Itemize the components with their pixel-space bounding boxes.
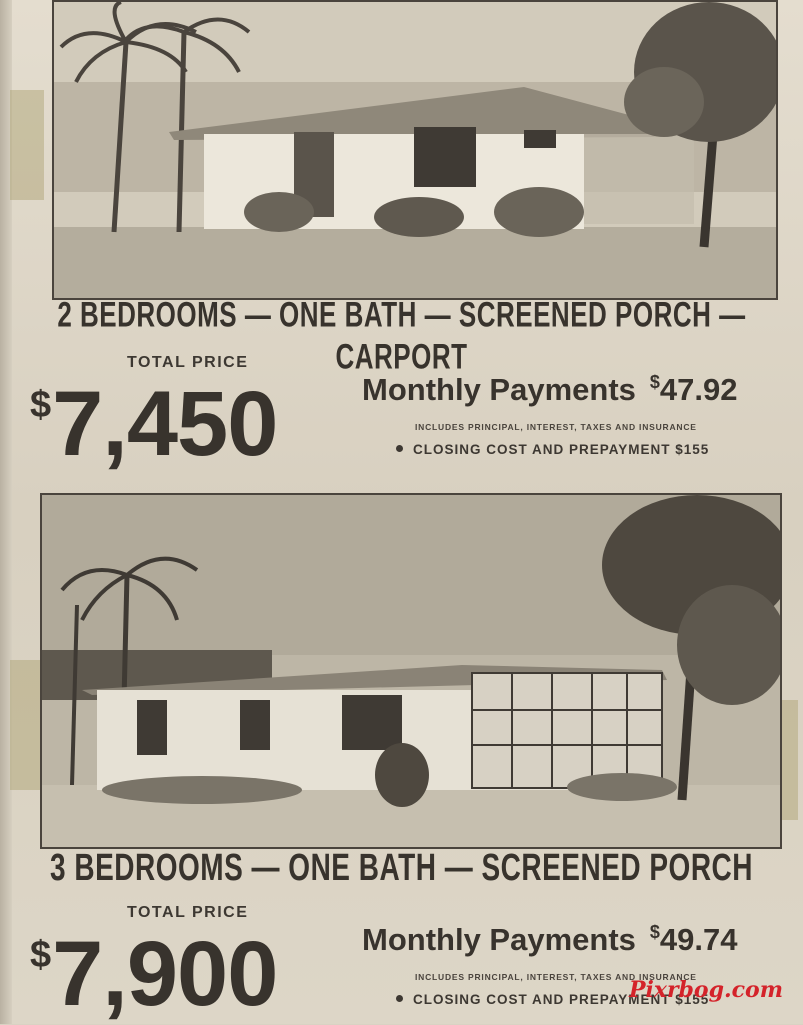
listing-2-includes-note: INCLUDES PRINCIPAL, INTEREST, TAXES AND INSURANCE xyxy=(415,972,697,982)
single-story-house-with-carport-illustration-icon xyxy=(54,2,776,298)
house-illustration-1 xyxy=(52,0,778,300)
listing-2-total-price-label: TOTAL PRICE xyxy=(127,904,249,921)
single-story-house-with-screened-porch-illustration-icon xyxy=(42,495,780,847)
listing-1-caption: 2 BEDROOMS — ONE BATH — SCREENED PORCH — CARPORT xyxy=(57,294,746,377)
listing-1-monthly-amount: 47.92 xyxy=(659,372,738,407)
bullet-icon xyxy=(396,445,403,452)
listing-1-includes-note: INCLUDES PRINCIPAL, INTEREST, TAXES AND INSURANCE xyxy=(415,422,697,432)
listing-2-price xyxy=(30,923,278,1025)
listing-1-price xyxy=(30,373,278,475)
tape-strip xyxy=(10,660,40,790)
listing-1-closing-cost xyxy=(396,442,709,457)
listing-2-monthly-payments xyxy=(362,922,737,958)
listing-1-total-price-label: TOTAL PRICE xyxy=(127,354,249,371)
listing-1-price-amount: 7,450 xyxy=(52,373,278,475)
listing-2-price-amount: 7,900 xyxy=(52,923,278,1025)
listing-2-closing-text: CLOSING COST AND PREPAYMENT $155 xyxy=(413,992,710,1007)
listing-1-monthly-symbol: $ xyxy=(649,372,660,392)
listing-2-monthly-symbol: $ xyxy=(649,922,660,942)
bullet-icon xyxy=(396,995,403,1002)
watermark: Pixrbog.com xyxy=(628,977,783,1003)
house-illustration-2 xyxy=(40,493,782,849)
listing-2-monthly-amount: 49.74 xyxy=(659,922,738,957)
listing-2-price-symbol: $ xyxy=(30,934,51,976)
listing-1-monthly-payments xyxy=(362,372,737,408)
listing-2-monthly-label: Monthly Payments xyxy=(362,922,636,957)
listing-1-price-symbol: $ xyxy=(30,384,51,426)
listing-2-caption: 3 BEDROOMS — ONE BATH — SCREENED PORCH xyxy=(50,846,753,889)
listing-1-monthly-label: Monthly Payments xyxy=(362,372,636,407)
tape-strip xyxy=(10,90,44,200)
listing-1-closing-text: CLOSING COST AND PREPAYMENT $155 xyxy=(413,442,710,457)
